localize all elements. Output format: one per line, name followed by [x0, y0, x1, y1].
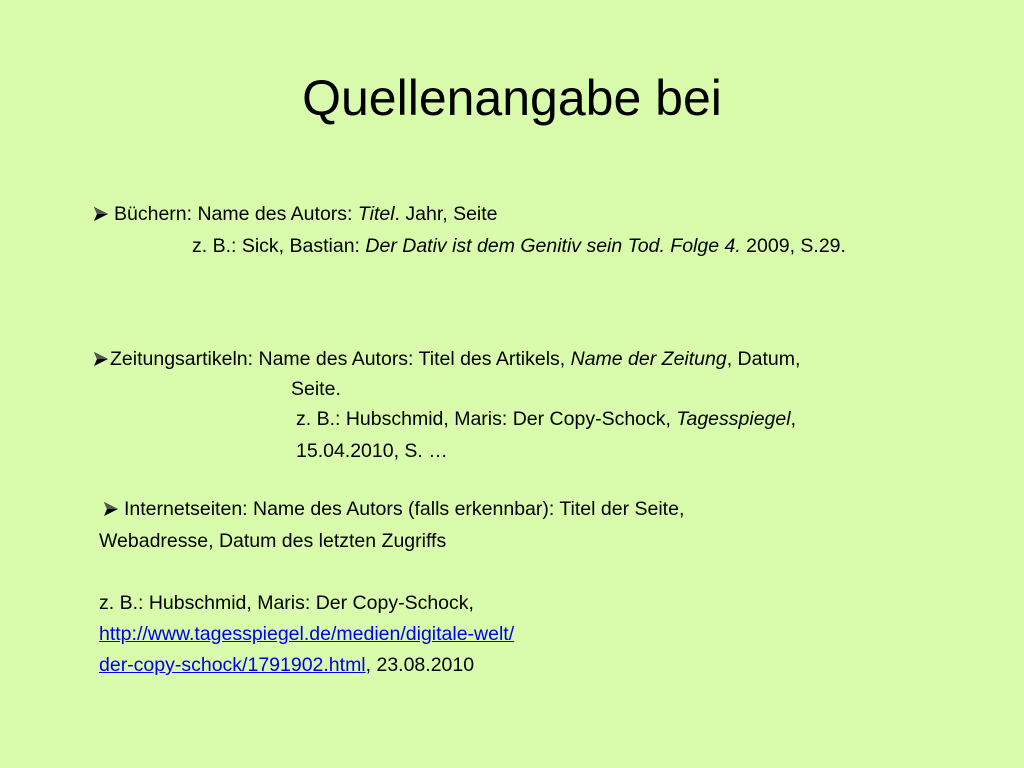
internet-example-url-line2: der-copy-schock/1791902.html, 23.08.2010	[99, 654, 475, 676]
newspaper-heading: Zeitungsartikeln: Name des Autors: Titel des Artikels, Name der Zeitung, Datum,	[94, 346, 800, 372]
url-link[interactable]: http://www.tagesspiegel.de/medien/digitale-welt/	[99, 623, 515, 645]
newspaper-heading-cont: Seite.	[291, 378, 341, 400]
arrow-bullet-icon	[94, 207, 108, 221]
arrow-bullet-icon	[94, 352, 108, 366]
newspaper-example: z. B.: Hubschmid, Maris: Der Copy-Schock, Tagesspiegel,	[296, 408, 796, 430]
internet-heading-cont: Webadresse, Datum des letzten Zugriffs	[99, 530, 447, 552]
newspaper-example-cont: 15.04.2010, S. …	[296, 440, 448, 462]
url-link[interactable]: der-copy-schock/1791902.html	[99, 654, 366, 676]
internet-heading: Internetseiten: Name des Autors (falls erkennbar): Titel der Seite,	[104, 496, 684, 522]
slide-title: Quellenangabe bei	[302, 70, 722, 126]
books-heading: Büchern: Name des Autors: Titel. Jahr, Seite	[94, 201, 498, 227]
books-example: z. B.: Sick, Bastian: Der Dativ ist dem Genitiv sein Tod. Folge 4. 2009, S.29.	[192, 235, 846, 257]
internet-example-url-line1	[99, 621, 514, 647]
arrow-bullet-icon	[104, 502, 118, 516]
internet-example: z. B.: Hubschmid, Maris: Der Copy-Schock,	[99, 592, 474, 614]
